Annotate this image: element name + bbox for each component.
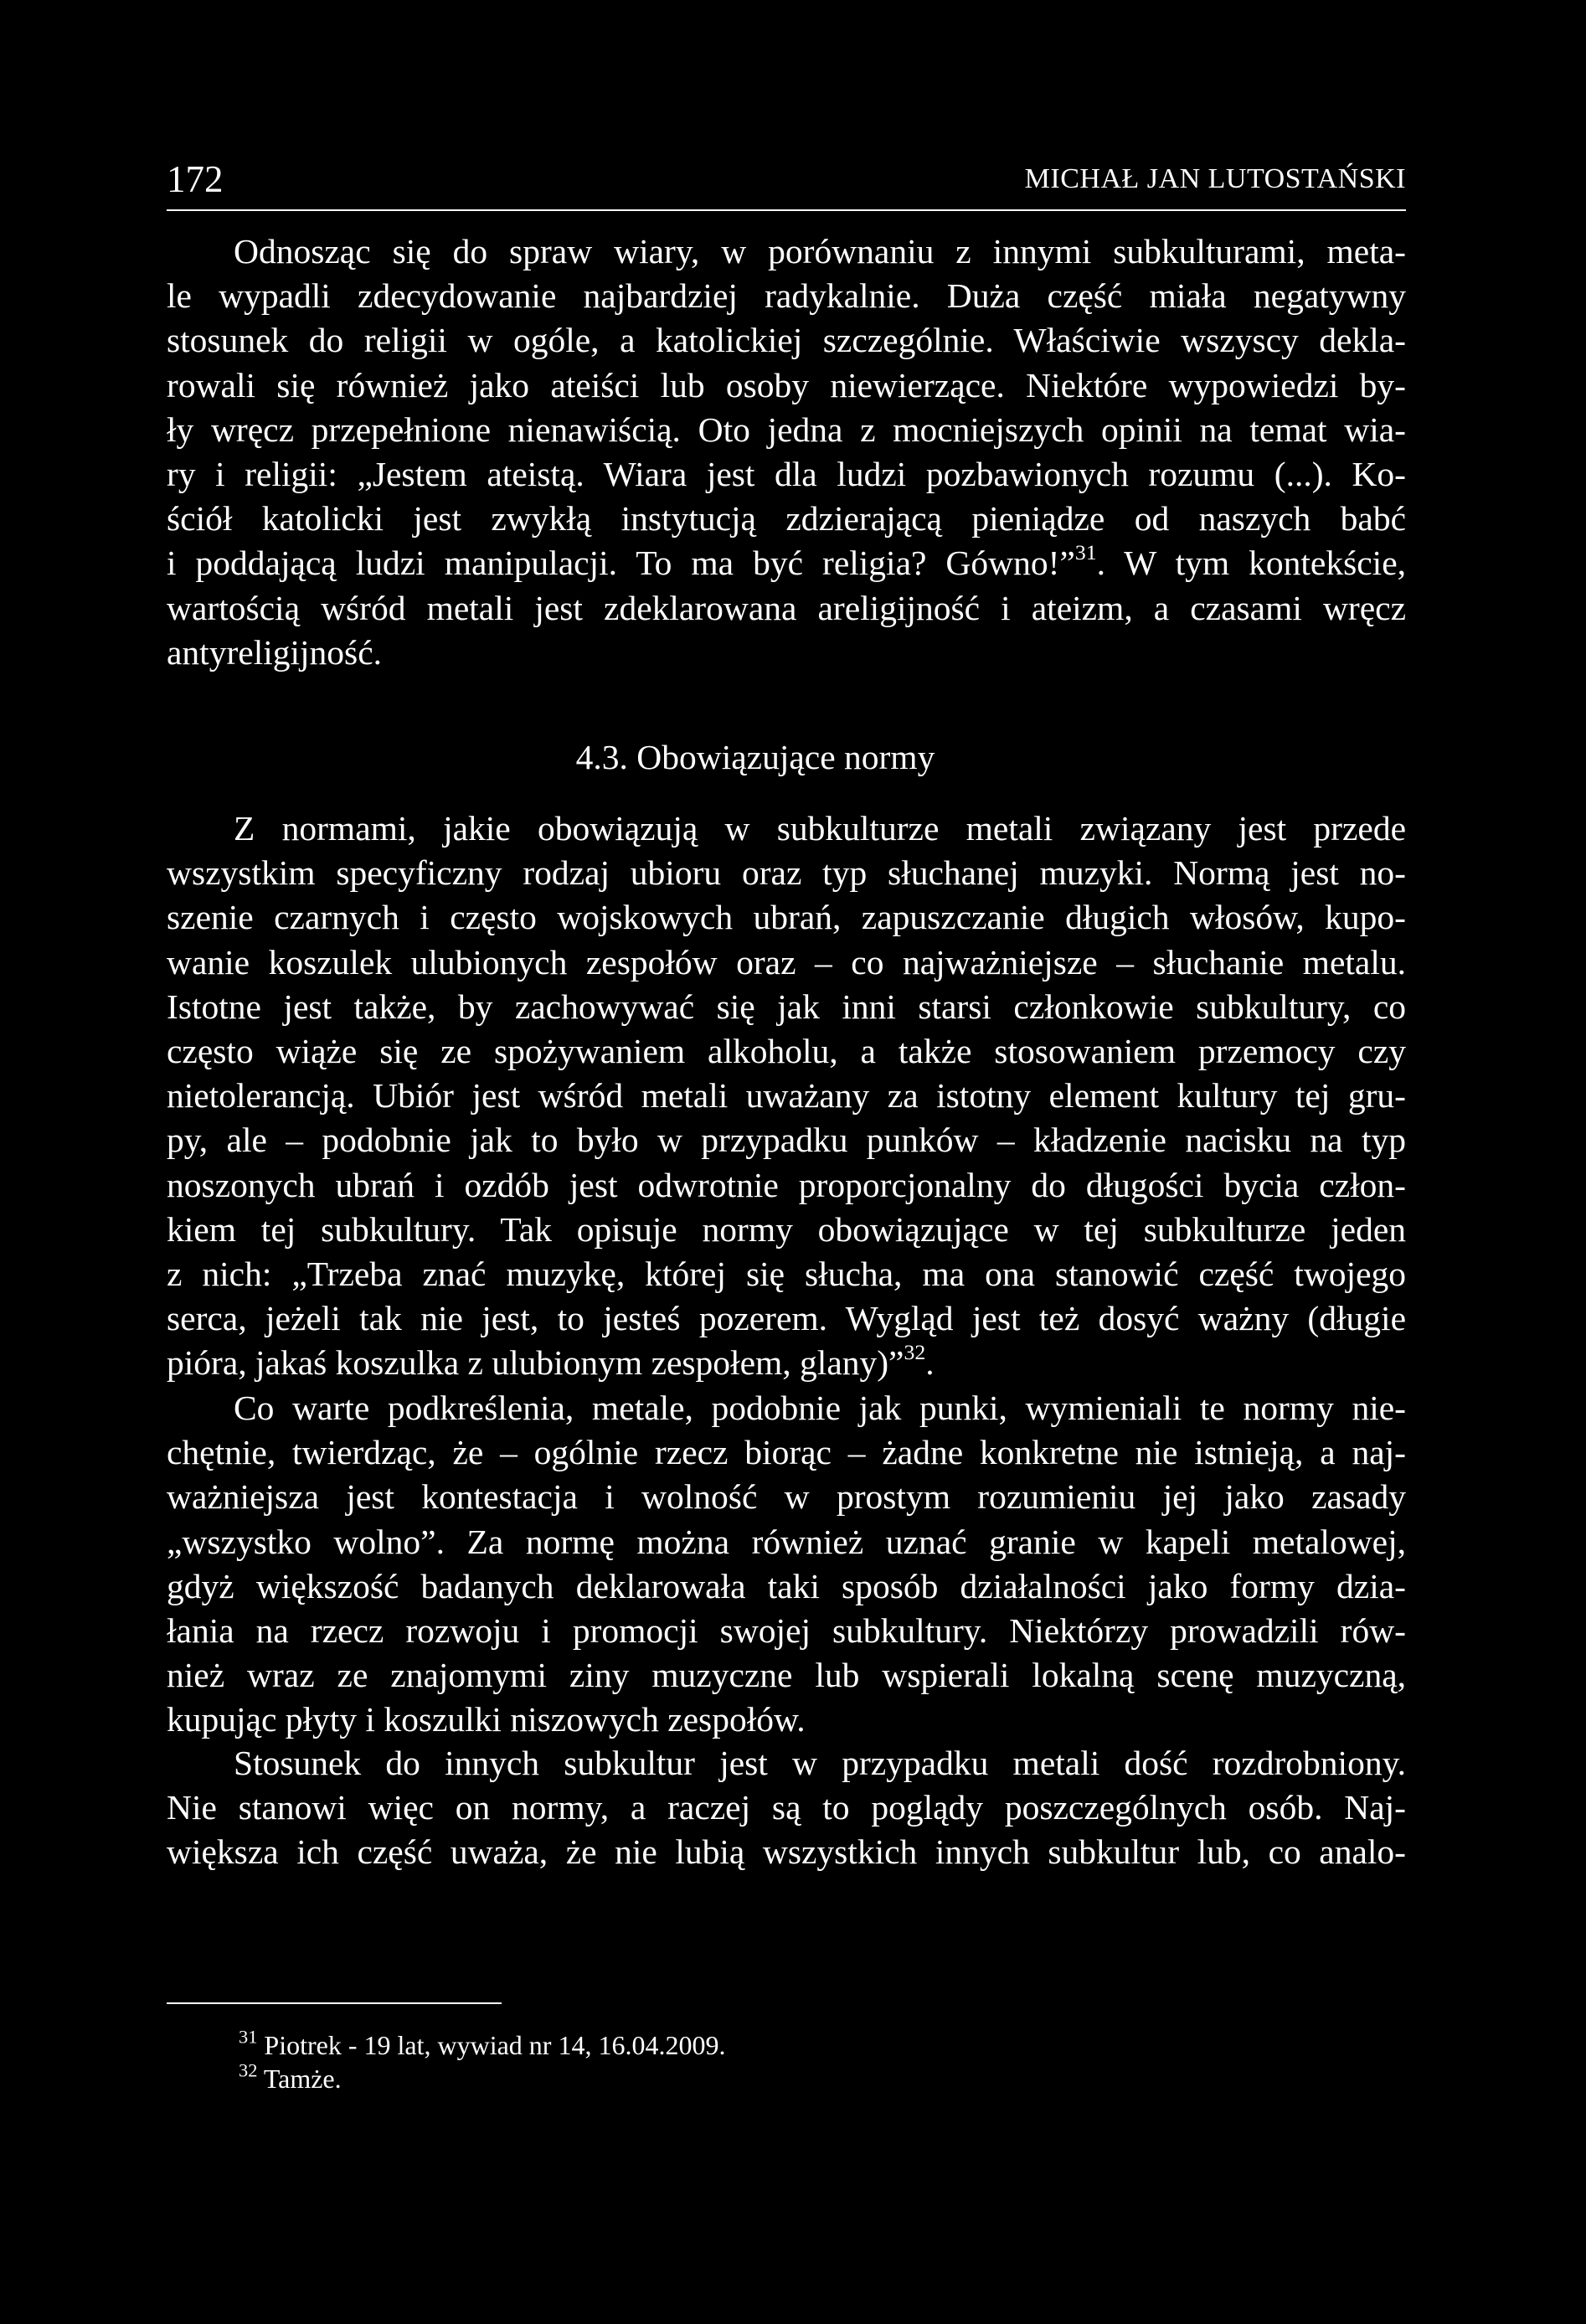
text-line: chętnie, twierdząc, że – ogólnie rzecz biorąc – żadne konkretne nie istnieją, a naj- (167, 1433, 1406, 1472)
text-fragment: . (925, 1343, 935, 1383)
text-fragment: i poddającą ludzi manipulacji. To ma być religia? Gówno!” (167, 544, 1075, 583)
text-line: Co warte podkreślenia, metale, podobnie jak punki, wymieniali te normy nie- (234, 1389, 1406, 1427)
text-line: wszystkim specyficzny rodzaj ubioru oraz typ słuchanej muzyki. Normą jest no- (167, 853, 1406, 893)
text-line: łania na rzecz rozwoju i promocji swojej subkultury. Niektórzy prowadzili rów- (167, 1610, 1406, 1650)
text-line: noszonych ubrań i ozdób jest odwrotnie proporcjonalny do długości bycia człon- (167, 1165, 1406, 1204)
text-line (167, 541, 1406, 585)
text-line: nietolerancją. Ubiór jest wśród metali uważany za istotny element kultury tej gru- (167, 1076, 1406, 1116)
footnote-number: 31 (239, 2026, 258, 2048)
paragraph-other-subcultures (167, 1741, 1406, 1875)
text-line: gdyż większość badanych deklarowała taki sposób działalności jako formy dzia- (167, 1566, 1406, 1605)
footnote-32 (239, 2059, 342, 2095)
page-number: 172 (167, 158, 224, 200)
text-line: wanie koszulek ulubionych zespołów oraz – co najważniejsze – słuchanie metalu. (167, 942, 1406, 982)
text-line: rowali się również jako ateiści lub osoby niewierzące. Niektóre wypowiedzi by- (167, 365, 1406, 405)
text-line: Nie stanowi więc on normy, a raczej są to poglądy poszczególnych osób. Naj- (167, 1788, 1406, 1827)
text-line: Istotne jest także, by zachowywać się jak inni starsi członkowie subkultury, co (167, 987, 1406, 1026)
section-heading (0, 735, 1586, 780)
footnote-divider (167, 2002, 502, 2004)
text-fragment: pióra, jakaś koszulka z ulubionym zespołem, glany)” (167, 1343, 904, 1383)
paragraph-contestation (167, 1386, 1406, 1743)
text-line: często wiąże się ze spożywaniem alkoholu, a także stosowaniem przemocy czy (167, 1031, 1406, 1070)
footnote-31 (239, 2028, 725, 2062)
footnote-number: 32 (239, 2059, 258, 2081)
text-line: stosunek do religii w ogóle, a katolickiej szczególnie. Właściwie wszyscy dekla- (167, 321, 1406, 360)
text-line: kupując płyty i koszulki niszowych zespołów. (167, 1700, 806, 1739)
running-header (167, 154, 1406, 211)
text-line (167, 1341, 1406, 1385)
footnote-text: Piotrek - 19 lat, wywiad nr 14, 16.04.2009. (257, 2030, 726, 2060)
text-line: kiem tej subkultury. Tak opisuje normy obowiązujące w tej subkulturze jeden (167, 1209, 1406, 1249)
text-line: py, ale – podobnie jak to było w przypadku punków – kładzenie nacisku na typ (167, 1121, 1406, 1160)
text-line: z nich: „Trzeba znać muzykę, której się słucha, ma ona stanowić część twojego (167, 1254, 1406, 1293)
text-line: Odnosząc się do spraw wiary, w porównaniu z innymi subkulturami, meta- (234, 232, 1406, 271)
text-line: szenie czarnych i często wojskowych ubrań, zapuszczanie długich włosów, kupo- (167, 898, 1406, 937)
text-line: większa ich część uważa, że nie lubią wszystkich innych subkultur lub, co analo- (167, 1832, 1406, 1872)
text-line: serca, jeżeli tak nie jest, to jesteś pozerem. Wygląd jest też dosyć ważny (długie (167, 1299, 1406, 1338)
text-line: ły wręcz przepełnione nienawiścią. Oto jedna z mocniejszych opinii na temat wia- (167, 410, 1406, 449)
text-line: ry i religii: „Jestem ateistą. Wiara jest dla ludzi pozbawionych rozumu (...). Ko- (167, 454, 1406, 493)
text-fragment: . W tym kontekście, (1096, 544, 1406, 583)
text-line: nież wraz ze znajomymi ziny muzyczne lub wspierali lokalną scenę muzyczną, (167, 1656, 1406, 1695)
paragraph-religion (167, 229, 1406, 675)
footnote-ref-31: 31 (1074, 541, 1097, 565)
text-line: Z normami, jakie obowiązują w subkulturze metali związany jest przede (234, 809, 1406, 848)
text-line: ściół katolicki jest zwykłą instytucją zdzierającą pieniądze od naszych babć (167, 499, 1406, 538)
text-line: Stosunek do innych subkultur jest w przypadku metali dość rozdrobniony. (234, 1744, 1406, 1782)
paragraph-norms (167, 806, 1406, 1385)
text-line: wartością wśród metali jest zdeklarowana areligijność i ateizm, a czasami wręcz (167, 588, 1406, 627)
footnote-text: Tamże. (257, 2064, 342, 2094)
running-title: MICHAŁ JAN LUTOSTAŃSKI (1024, 163, 1406, 194)
section-heading-text: 4.3. Obowiązujące normy (575, 738, 935, 776)
text-line: antyreligijność. (167, 632, 383, 672)
text-line: „wszystko wolno”. Za normę można również uznać granie w kapeli metalowej, (167, 1522, 1406, 1561)
text-line: ważniejsza jest kontestacja i wolność w prostym rozumieniu jej jako zasady (167, 1477, 1406, 1517)
footnote-ref-32: 32 (904, 1340, 926, 1365)
text-line: le wypadli zdecydowanie najbardziej radykalnie. Duża część miała negatywny (167, 276, 1406, 316)
